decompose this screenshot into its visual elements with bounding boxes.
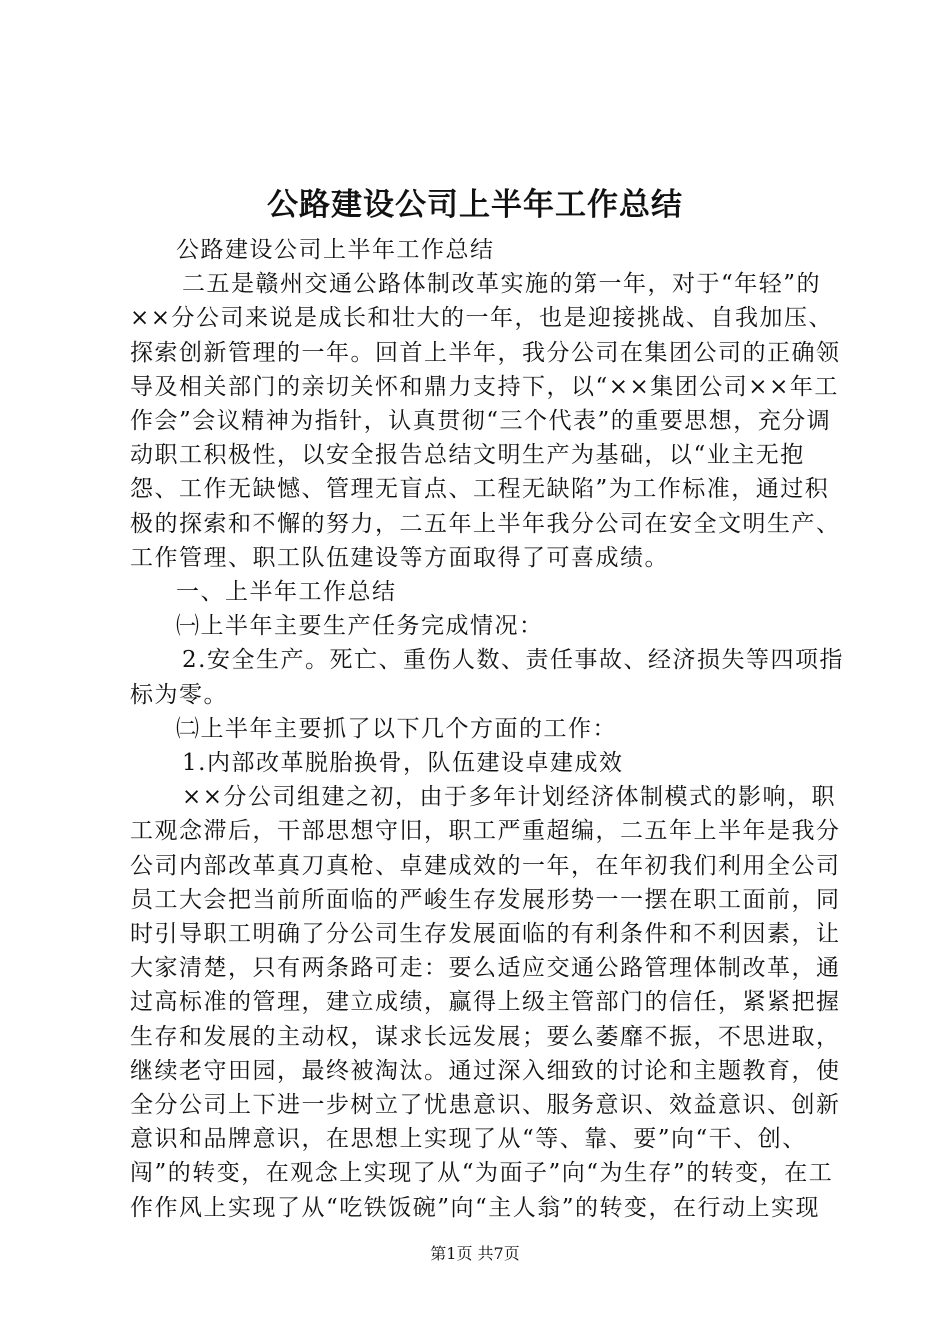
safety-paragraph: 2.安全生产。死亡、重伤人数、责任事故、经济损失等四项指标为零。: [130, 647, 844, 708]
item-heading: 1.内部改革脱胎换骨，队伍建设卓建成效: [182, 750, 624, 777]
subsection-heading: ㈡上半年主要抓了以下几个方面的工作：: [176, 715, 617, 742]
section-heading: 一、上半年工作总结: [176, 579, 397, 606]
reform-paragraph: ××分公司组建之初，由于多年计划经济体制模式的影响，职工观念滞后，干部思想守旧，职工严重超编，二五年上半年是我分公司内部改革真刀真枪、卓建成效的一年，在年初我们利用全公司员工大会把当前所面临的严峻生存发展形势一一摆在职工面前，同时引导职工明确了分公司生存发展面临的有利条件和不利因素，让大家清楚，只有两条路可走：要么适应交通公路管理体制改革，通过高标准的管理，建立成绩，赢得上级主管部门的信任，紧紧把握生存和发展的主动权，谋求长远发展；要么萎靡不振，不思进取，继续老守田园，最终被淘汰。通过深入细致的讨论和主题教育，使全分公司上下进一步树立了忧患意识、服务意识、效益意识、创新意识和品牌意识，在思想上实现了从“等、靠、要”向“干、创、闯”的转变，在观念上实现了从“为面子”向“为生存”的转变，在工作作风上实现了从“吃铁饭碗”向“主人翁”的转变，在行动上实现: [130, 784, 841, 1221]
page-number: 第1页 共7页: [430, 1244, 520, 1263]
document-body: [130, 233, 850, 1225]
document-title: 公路建设公司上半年工作总结: [267, 187, 683, 223]
subsection-heading: ㈠上半年主要生产任务完成情况：: [176, 613, 544, 640]
subtitle-paragraph: 公路建设公司上半年工作总结: [176, 237, 495, 263]
intro-paragraph: 二五是赣州交通公路体制改革实施的第一年，对于“年轻”的××分公司来说是成长和壮大的一年，也是迎接挑战、自我加压、探索创新管理的一年。回首上半年，我分公司在集团公司的正确领导及相关部门的亲切关怀和鼎力支持下，以“××集团公司××年工作会”会议精神为指针，认真贯彻“三个代表”的重要思想，充分调动职工积极性，以安全报告总结文明生产为基础，以“业主无抱怨、工作无缺憾、管理无盲点、工程无缺陷”为工作标准，通过积极的探索和不懈的努力，二五年上半年我分公司在安全文明生产、工作管理、职工队伍建设等方面取得了可喜成绩。: [130, 271, 841, 571]
